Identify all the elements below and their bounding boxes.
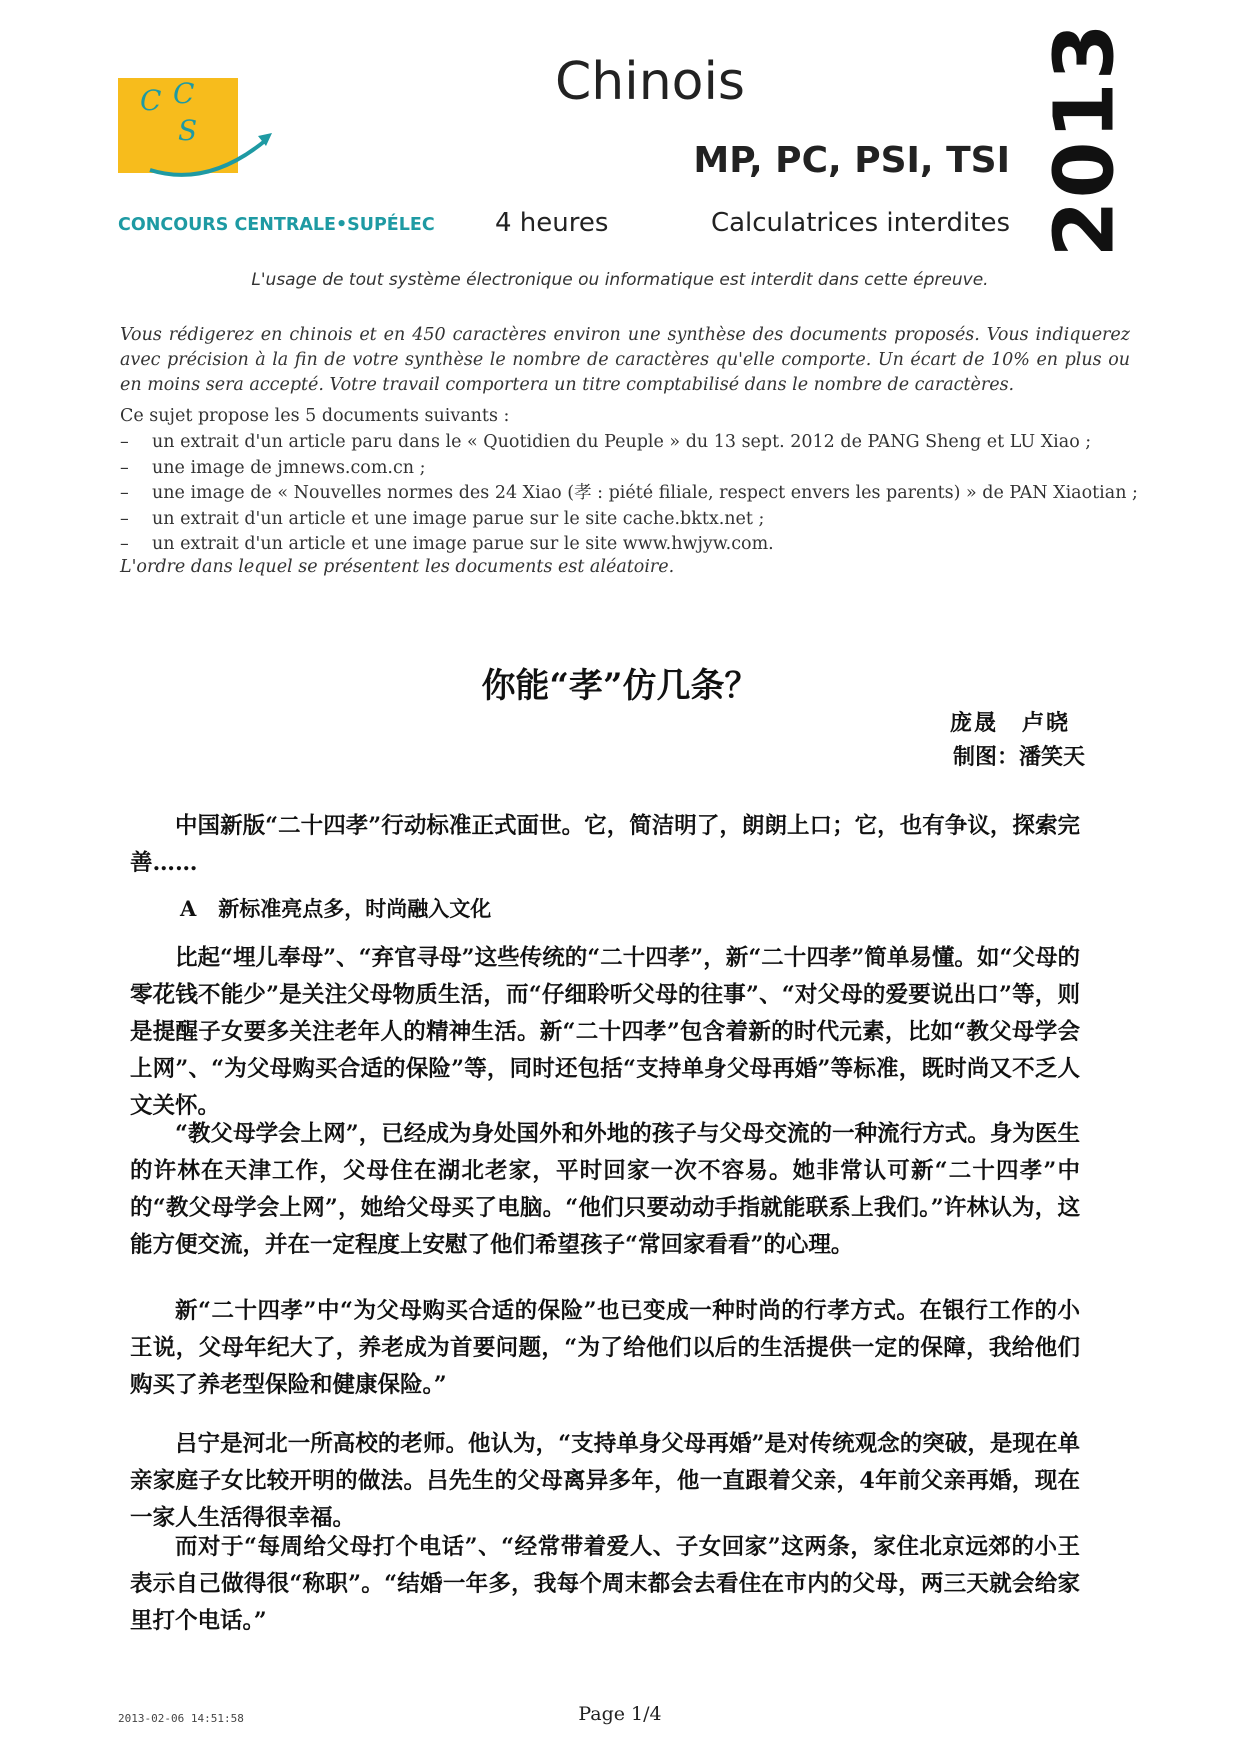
calculators-note: Calculatrices interdites [710,208,1010,238]
instructions: Vous rédigerez en chinois et en 450 caractères environ une synthèse des documents proposés. Vous indiquerez avec précision à la fin de votre synthèse le nombre de caractères qu'elle comporte. Un écart de 10% en plus ou en moins sera accepté. Votre travail comportera un titre comptabilisé dans le nombre de caractères. [120,325,1130,395]
article-paragraph: 吕宁是河北一所高校的老师。他认为，“支持单身父母再婚”是对传统观念的突破，是现在单亲家庭子女比较开明的做法。吕先生的父母离异多年，他一直跟着父亲，4年前父亲再婚，现在一家人生活得很幸福。 [130,1431,1080,1531]
logo-letter-c2: C [173,77,195,110]
list-item: – une image de jmnews.com.cn ; [120,456,1150,482]
electronics-notice: L'usage de tout système électronique ou informatique est interdit dans cette épreuve. [251,270,989,290]
article-title: 你能“孝”仿几条？ [481,666,759,706]
documents-intro: Ce sujet propose les 5 documents suivants : [120,406,510,426]
page-number: Page 1/4 [578,1703,662,1725]
list-item: – un extrait d'un article paru dans le « Quotidien du Peuple » du 13 sept. 2012 de PANG Sheng et LU Xiao ; [120,430,1150,456]
list-item: – un extrait d'un article et une image parue sur le site www.hwjyw.com. [120,532,1150,558]
list-item: – une image de « Nouvelles normes des 24 Xiao (孝 : piété filiale, respect envers les parents) » de PAN Xiaotian ; [120,481,1150,507]
print-timestamp: 2013-02-06 14:51:58 [118,1712,244,1725]
article-paragraph: “教父母学会上网”，已经成为身处国外和外地的孩子与父母交流的一种流行方式。身为医生的许林在天津工作，父母住在湖北老家，平时回家一次不容易。她非常认可新“二十四孝”中的“教父母学会上网”，她给父母买了电脑。“他们只要动动手指就能联系上我们。”许林认为，这能方便交流，并在一定程度上安慰了他们希望孩子“常回家看看”的心理。 [130,1121,1080,1258]
list-item: – un extrait d'un article et une image parue sur le site cache.bktx.net ; [120,507,1150,533]
article-paragraph: 比起“埋儿奉母”、“弃官寻母”这些传统的“二十四孝”，新“二十四孝”简单易懂。如“父母的零花钱不能少”是关注父母物质生活，而“仔细聆听父母的往事”、“对父母的爱要说出口”等，则是提醒子女要多关注老年人的精神生活。新“二十四孝”包含着新的时代元素，比如“教父母学会上网”、“为父母购买合适的保险”等，同时还包括“支持单身父母再婚”等标准，既时尚又不乏人文关怀。 [130,945,1080,1119]
year-text: 2013 [1037,21,1133,258]
documents-list [120,430,1150,558]
section-heading [180,893,491,923]
article-illustration-credit: 制图：潘笑天 [952,744,1085,770]
logo-letter-s: S [178,114,198,147]
logo-caption: CONCOURS CENTRALE•SUPÉLEC [118,215,435,235]
article-authors: 庞晟 卢晓 [949,710,1070,736]
section-letter: A [180,896,197,921]
article-intro: 中国新版“二十四孝”行动标准正式面世。它，简洁明了，朗朗上口；它，也有争议，探索完善…… [130,813,1080,876]
filieres: MP, PC, PSI, TSI [693,140,1010,181]
year-banner [1030,21,1140,258]
subject-title: Chinois [555,52,746,112]
ccs-logo-graphic [118,77,435,243]
article-paragraph: 新“二十四孝”中“为父母购买合适的保险”也已变成一种时尚的行孝方式。在银行工作的小王说，父母年纪大了，养老成为首要问题，“为了给他们以后的生活提供一定的保障，我给他们购买了养老型保险和健康保险。” [130,1298,1080,1398]
duration: 4 heures [495,208,609,238]
ccs-logo [118,77,435,243]
logo-letter-c1: C [140,84,162,117]
article-paragraph: 而对于“每周给父母打个电话”、“经常带着爱人、子女回家”这两条，家住北京远郊的小王表示自己做得很“称职”。“结婚一年多，我每个周末都会去看住在市内的父母，两三天就会给家里打个电话。” [130,1534,1080,1634]
documents-order-note: L'ordre dans lequel se présentent les documents est aléatoire. [120,557,675,577]
section-title: 新标准亮点多，时尚融入文化 [218,896,492,921]
